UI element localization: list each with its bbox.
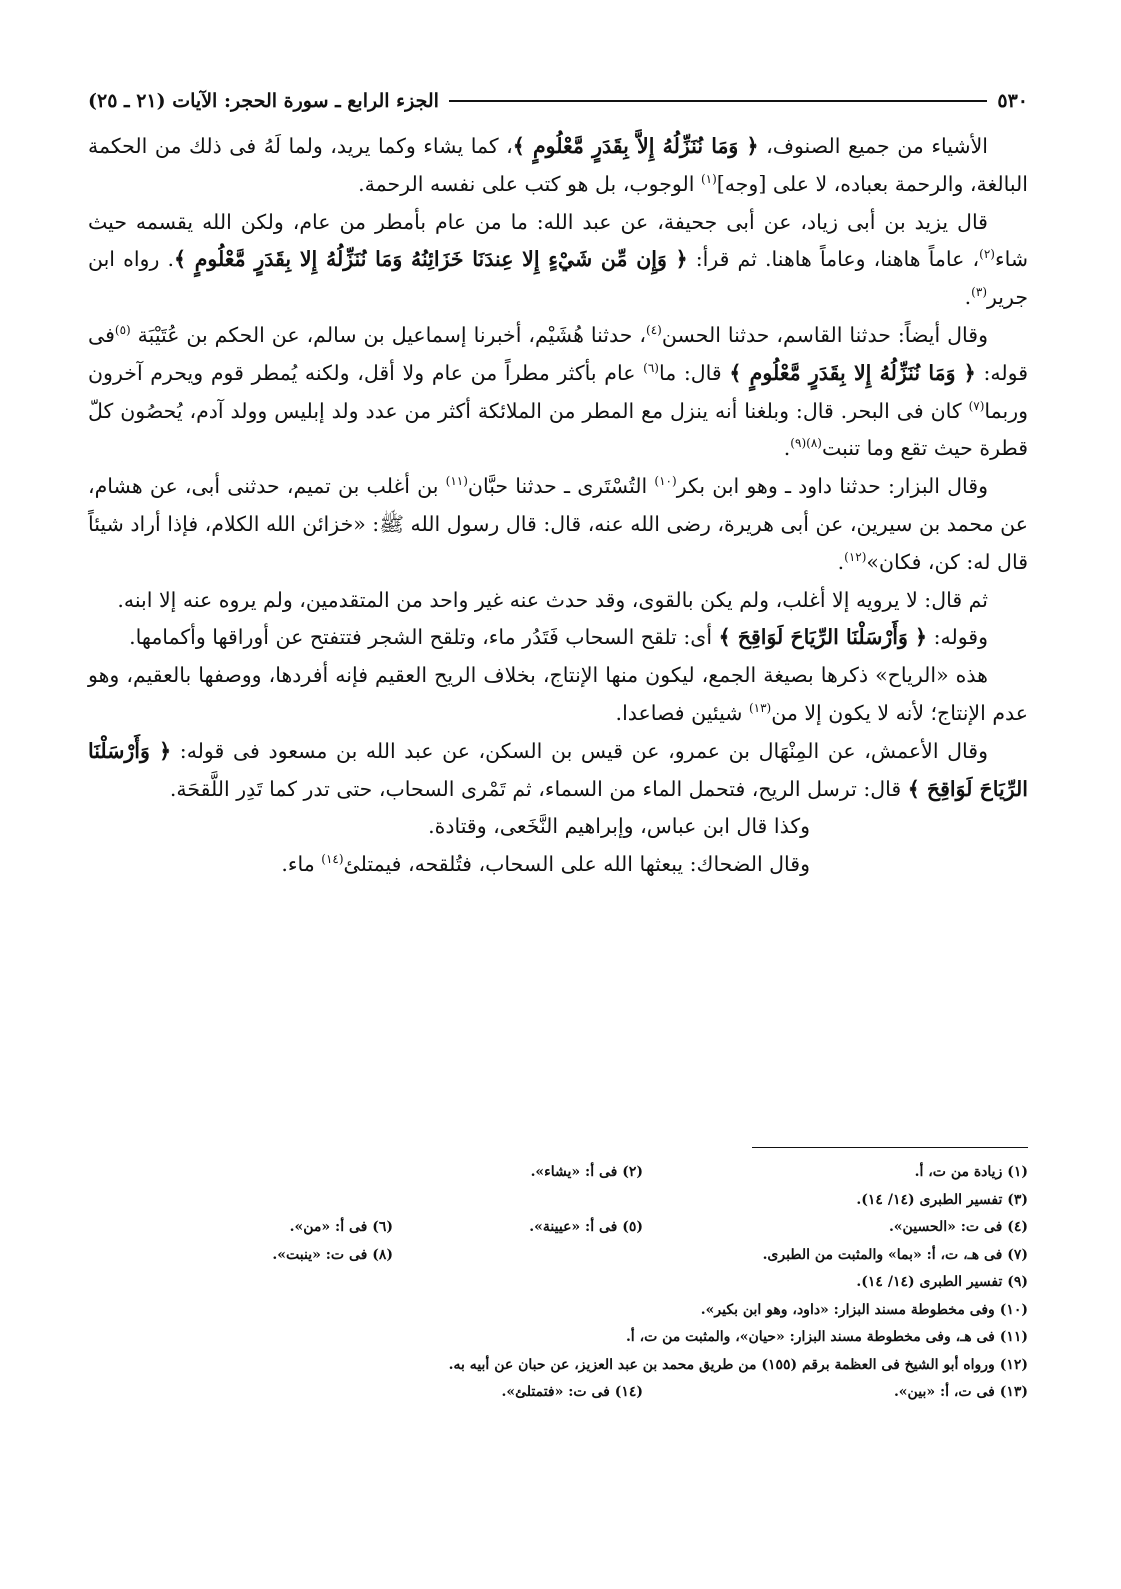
quran-quote: ﴿ وَأَرْسَلْنَا الرِّيَاحَ لَوَاقِحَ ﴾ [88,738,1028,801]
text-run: أى: تلقح السحاب فَتَدُر ماء، وتلقح الشجر فتتفتح عن أوراقها وأكمامها. [129,625,719,650]
footnote-ref: (١) [700,171,717,186]
footnote-ref: (١١) [445,474,468,489]
text-run: ثم قال: لا يرويه إلا أغلب، ولم يكن بالقوى، وقد حدث عنه غير واحد من المتقدمين، ولم يروه عنه إلا ابنه. [117,587,988,612]
paragraph [88,128,1028,204]
footnote: (٤) فى ت: «الحسين». [888,1219,1028,1235]
footnote-ref: (٦) [643,360,659,375]
footnote-row [88,1187,1028,1215]
text-run: وقال البزار: حدثنا داود ـ وهو ابن بكر [676,474,988,499]
footnote-row [88,1379,1028,1407]
footnote: (١٤) فى ت: «فتمتلئ». [501,1384,643,1400]
quran-quote: ﴿ وَمَا نُنَزِّلُهُ إِلاَّ بِقَدَرٍ مَّعْلُومٍ ﴾ [512,134,759,158]
quran-quote: ﴿ وَمَا نُنَزِّلُهُ إِلا بِقَدَرٍ مَّعْلُومٍ ﴾ [729,360,976,385]
footnote-ref: (٥) [114,323,131,338]
text-run: الأشياء من جميع الصنوف، [758,134,988,158]
page-header [88,86,1028,116]
footnote-ref: (١٤) [321,852,344,867]
footnote: (١١) فى هـ، وفى مخطوطة مسند البزار: «حيان»، والمثبت من ت، أ. [625,1329,1028,1345]
paragraph [88,582,1028,620]
text-run: وقال الأعمش، عن المِنْهَال بن عمرو، عن قيس بن السكن، عن عبد الله بن مسعود فى قوله: [171,738,988,763]
footnote: (١٠) وفى مخطوطة مسند البزار: «داود، وهو ابن بكير». [700,1301,1028,1318]
text-run: قال يزيد بن أبى زياد، عن أبى جحيفة، عن عبد الله: ما من عام بأمطر من عام، ولكن الله يقسمه حيث شاء [88,209,1029,272]
text-run: قال: ما [658,360,730,385]
footnote-ref: (١٠) [654,474,677,489]
text-run: ، عاماً هاهنا، وعاماً هاهنا. ثم قرأ: [687,247,980,272]
quran-quote: ﴿ وَإِن مِّن شَيْءٍ إِلا عِندَنَا خَزَائِنُهُ وَمَا نُنَزِّلُهُ إِلا بِقَدَرٍ مَّعْلُومٍ ﴾ [173,247,688,272]
quran-quote: ﴿ وَأَرْسَلْنَا الرِّيَاحَ لَوَاقِحَ ﴾ [718,625,928,650]
text-run: . رواه ابن جرير [88,247,1028,310]
paragraph [88,846,1028,884]
footnote: (١٣) فى ت، أ: «بين». [893,1384,1028,1400]
footnote: (٢) فى أ: «يشاء». [530,1164,643,1180]
text-run: وقوله: [927,625,988,650]
footnote-ref: (٧) [968,398,985,413]
text-run: عام بأكثر مطراً من عام ولا أقل، ولكنه يُمطر قوم ويحرم آخرون وربما [88,360,1028,423]
text-run: التُسْتَرى ـ حدثنا حبَّان [467,474,655,499]
footnote-row [88,1159,1028,1187]
text-run: وقال الضحاك: يبعثها الله على السحاب، فتُلقحه، فيمتلئ [343,852,810,877]
text-run: هذه «الرياح» ذكرها بصيغة الجمع، ليكون منها الإنتاج، بخلاف الريح العقيم فإنه أفردها، ووصفها بالعقيم، وهو عدم الإنتاج؛ لأنه لا يكون إلا من [88,663,1028,725]
footnote: (٩) تفسير الطبرى (١٤/ ١٤). [856,1274,1028,1290]
footnote: (٥) فى أ: «عيينة». [529,1219,643,1235]
footnote-separator [752,1147,1028,1148]
text-run: . [837,549,845,574]
paragraph [88,733,1028,809]
text-run: فى قوله: [88,322,1029,385]
footnote-row [88,1214,1028,1242]
footnote-row [88,1324,1028,1352]
paragraph [88,468,1028,581]
footnote: (١٢) ورواه أبو الشيخ فى العظمة برقم (١٥٥) من طريق محمد بن عبد العزيز، عن حبان عن أبيه به. [448,1356,1028,1373]
text-run: ، حدثنا هُشَيْم، أخبرنا إسماعيل بن سالم، عن الحكم بن عُتَيْبَة [130,322,647,347]
text-run: الوجوب، بل هو كتب على نفسه الرحمة. [358,171,701,196]
footnote: (٦) فى أ: «من». [289,1219,393,1235]
text-run: وكذا قال ابن عباس، وإبراهيم النَّخَعى، وقتادة. [428,814,810,839]
paragraph [88,317,1028,468]
footnote: (٨) فى ت: «ينبت». [272,1246,393,1263]
text-run: . [964,285,972,310]
paragraph [88,808,1028,846]
paragraph [88,657,1028,733]
footnote-row [88,1297,1028,1325]
main-text [88,128,1028,884]
footnote-ref: (٨)(٩) [790,436,822,451]
text-run: ، كما يشاء وكما يريد، ولما لَهُ فى ذلك من الحكمة البالغة، والرحمة بعباده، لا على [وجه] [88,134,1028,196]
paragraph [88,619,1028,657]
footnote: (٣) تفسير الطبرى (١٤/ ١٤). [856,1191,1028,1208]
footnotes [88,1159,1028,1407]
header-rule [449,100,987,102]
text-run: . [783,436,791,461]
footnote-ref: (١٣) [748,701,772,716]
footnote-row [88,1269,1028,1297]
text-run: شيئين فصاعدا. [615,700,749,725]
page-number: ٥٣٠ [997,90,1028,112]
footnote-row [88,1352,1028,1380]
footnote-ref: (٢) [979,247,995,262]
footnote-ref: (٣) [971,285,987,300]
footnote-ref: (١٢) [844,549,867,564]
text-run: بن أغلب بن تميم، حدثنى أبى، عن هشام، عن محمد بن سيرين، عن أبى هريرة، رضى الله عنه، قال: قال رسول الله ﷺ: «خزائن الله الكلام، فإذا أراد شيئاً قال له: كن، فكان» [88,474,1028,574]
text-run: ماء. [281,852,322,877]
footnote: (١) زيادة من ت، أ. [914,1164,1028,1180]
paragraph [88,204,1028,317]
footnote: (٧) فى هـ، ت، أ: «بما» والمثبت من الطبرى. [762,1246,1028,1263]
text-run: قال: ترسل الريح، فتحمل الماء من السماء، ثم تَمْرى السحاب، حتى تدر كما تَدِر اللَّقحَة. [169,776,908,801]
footnote-row [88,1242,1028,1270]
text-run: وقال أيضاً: حدثنا القاسم، حدثنا الحسن [661,322,988,347]
footnote-ref: (٤) [646,323,662,338]
text-run: كان فى البحر. قال: وبلغنا أنه ينزل مع المطر من الملائكة أكثر من عدد ولد إبليس وولد آدم، يُحصُون كلّ قطرة حيث تقع وما تنبت [88,398,1028,461]
running-title: الجزء الرابع ـ سورة الحجر: الآيات (٢١ ـ ٢٥) [88,90,439,112]
